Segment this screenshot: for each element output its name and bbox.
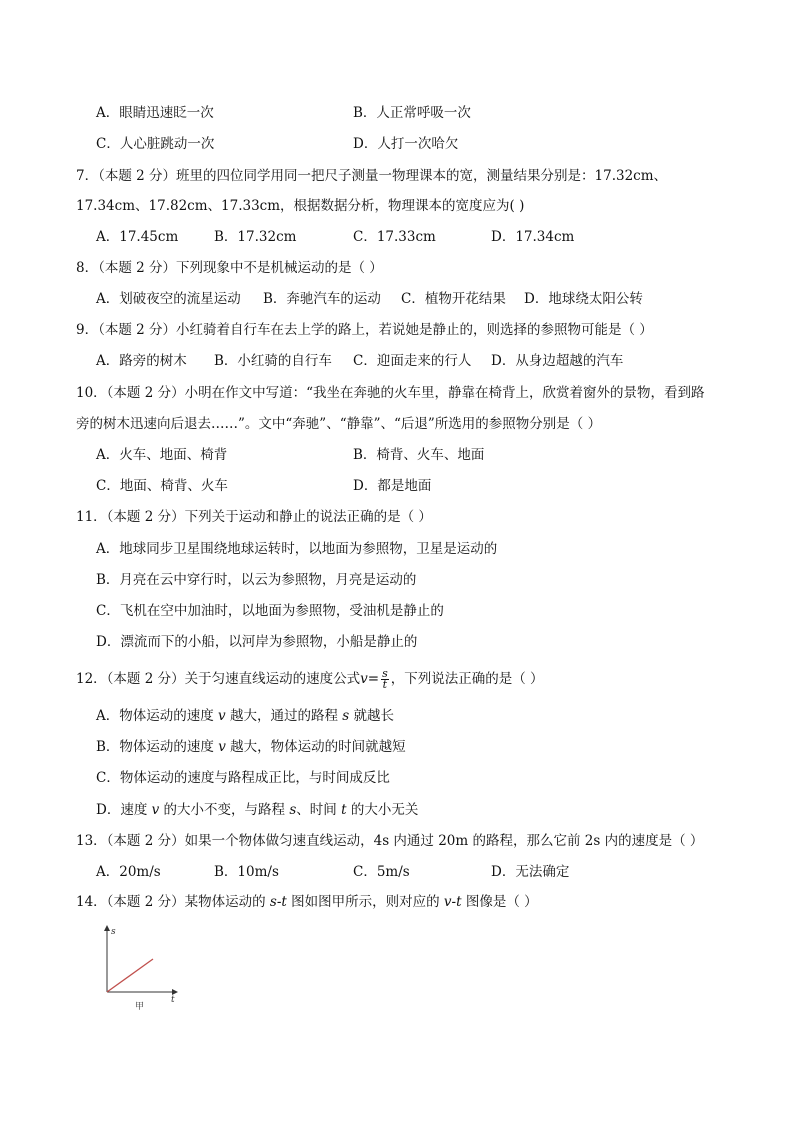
q10-option-c: C．地面、椅背、火车 xyxy=(96,478,228,494)
q12-stem-prefix: 12．（本题 2 分）关于匀速直线运动的速度公式 xyxy=(76,671,361,687)
q9-option-d: D．从身边超越的汽车 xyxy=(491,353,624,369)
q12-formula-denominator: t xyxy=(382,678,388,691)
q12-stem-suffix: ，下列说法正确的是（ ） xyxy=(390,671,544,687)
q12-option-d-text4: 的大小无关 xyxy=(346,802,419,818)
q14-stem-text2: 图如图甲所示，则对应的 xyxy=(286,894,444,910)
q6-option-d: D．人打一次哈欠 xyxy=(353,136,459,152)
q14-stem xyxy=(76,893,538,911)
q7-option-c: C．17.33cm xyxy=(353,229,436,245)
q7-option-b: B．17.32cm xyxy=(214,229,297,245)
q12-option-b-text2: 越大，物体运动的时间就越短 xyxy=(225,739,406,755)
q14-stem-text: 14．（本题 2 分）某物体运动的 xyxy=(76,894,270,910)
q10-stem-line2: 旁的树木迅速向后退去……”。文中“奔驰”、“静靠”、“后退”所选用的参照物分别是（ ） xyxy=(76,416,602,432)
q12-option-d-text3: 、时间 xyxy=(296,802,342,818)
q7-option-a: A．17.45cm xyxy=(96,229,179,245)
q10-option-a: A．火车、地面、椅背 xyxy=(96,447,228,463)
q14-graph-line xyxy=(107,959,153,992)
q11-option-d: D．漂流而下的小船，以河岸为参照物，小船是静止的 xyxy=(96,634,418,650)
q12-option-d-text: D．速度 xyxy=(96,802,152,818)
q10-option-b: B．椅背、火车、地面 xyxy=(353,447,485,463)
q12-option-c-text: C．物体运动的速度与路程成正比，与时间成反比 xyxy=(96,770,390,786)
q13-option-a: A．20m/s xyxy=(96,864,161,880)
q6-option-b: B．人正常呼吸一次 xyxy=(353,105,471,121)
q7-option-d: D．17.34cm xyxy=(491,229,575,245)
q12-option-d-text2: 的大小不变，与路程 xyxy=(159,802,290,818)
q11-stem: 11．（本题 2 分）下列关于运动和静止的说法正确的是（ ） xyxy=(76,509,432,525)
q12-option-d-var-s: s xyxy=(289,802,297,818)
q12-option-a-var-s: s xyxy=(342,708,350,724)
q13-option-c: C．5m/s xyxy=(353,864,410,880)
q7-stem-line1: 7．（本题 2 分）班里的四位同学用同一把尺子测量一物理课本的宽，测量结果分别是：17.32cm、 xyxy=(76,168,668,184)
q12-formula-numerator: s xyxy=(382,667,388,680)
q12-option-d-var-t: t xyxy=(341,802,347,818)
q10-option-d: D．都是地面 xyxy=(353,478,432,494)
q14-graph-caption: 甲 xyxy=(135,1002,145,1012)
q12-option-b-text: B．物体运动的速度 xyxy=(96,739,219,755)
q9-option-b: B．小红骑的自行车 xyxy=(214,353,332,369)
q14-vt-label: v-t xyxy=(443,894,462,910)
q12-option-a-text2: 越大，通过的路程 xyxy=(225,708,343,724)
q14-graph-x-label: t xyxy=(171,995,175,1005)
q8-option-a: A．划破夜空的流星运动 xyxy=(96,291,241,307)
q8-option-b: B．奔驰汽车的运动 xyxy=(263,291,381,307)
q12-option-c xyxy=(96,769,390,787)
q11-option-a: A．地球同步卫星围绕地球运转时，以地面为参照物，卫星是运动的 xyxy=(96,541,498,557)
q10-stem-line1: 10．（本题 2 分）小明在作文中写道：“我坐在奔驰的火车里，静靠在椅背上，欣赏着窗外的景物，看到路 xyxy=(76,385,705,401)
q12-option-d xyxy=(96,801,418,819)
q12-option-b xyxy=(96,738,406,756)
q6-option-a: A．眼睛迅速眨一次 xyxy=(96,105,214,121)
q12-option-a xyxy=(96,707,394,725)
q14-graph-y-label: s xyxy=(111,927,116,937)
q7-stem-line2: 17.34cm、17.82cm、17.33cm，根据数据分析，物理课本的宽度应为( ) xyxy=(76,198,525,214)
q12-formula-fraction xyxy=(381,669,389,690)
q11-option-c: C．飞机在空中加油时，以地面为参照物，受油机是静止的 xyxy=(96,603,444,619)
q14-st-graph xyxy=(95,922,185,1012)
q9-stem: 9．（本题 2 分）小红骑着自行车在去上学的路上，若说她是静止的，则选择的参照物可能是（ ） xyxy=(76,322,653,338)
q12-option-a-text3: 就越长 xyxy=(349,708,395,724)
q9-option-c: C．迎面走来的行人 xyxy=(353,353,472,369)
q8-option-d: D．地球绕太阳公转 xyxy=(524,291,643,307)
q13-stem: 13．（本题 2 分）如果一个物体做匀速直线运动，4s 内通过 20m 的路程，那么它前 2s 内的速度是（ ） xyxy=(76,833,704,849)
q12-formula-eq: = xyxy=(367,671,380,687)
q14-st-label: s-t xyxy=(269,894,287,910)
q8-option-c: C．植物开花结果 xyxy=(401,291,506,307)
q13-option-b: B．10m/s xyxy=(214,864,279,880)
q12-formula-v: v xyxy=(360,671,368,687)
q12-option-a-var-v: v xyxy=(218,708,226,724)
q12-stem xyxy=(76,669,544,690)
q13-option-d: D．无法确定 xyxy=(491,864,570,880)
q9-option-a: A．路旁的树木 xyxy=(96,353,187,369)
q6-option-c: C．人心脏跳动一次 xyxy=(96,136,215,152)
q8-stem: 8．（本题 2 分）下列现象中不是机械运动的是（ ） xyxy=(76,260,383,276)
q12-option-a-text: A．物体运动的速度 xyxy=(96,708,219,724)
q14-stem-text3: 图像是（ ） xyxy=(461,894,538,910)
q11-option-b: B．月亮在云中穿行时，以云为参照物，月亮是运动的 xyxy=(96,572,417,588)
q12-option-b-var-v: v xyxy=(218,739,226,755)
q12-option-d-var-v: v xyxy=(151,802,160,818)
